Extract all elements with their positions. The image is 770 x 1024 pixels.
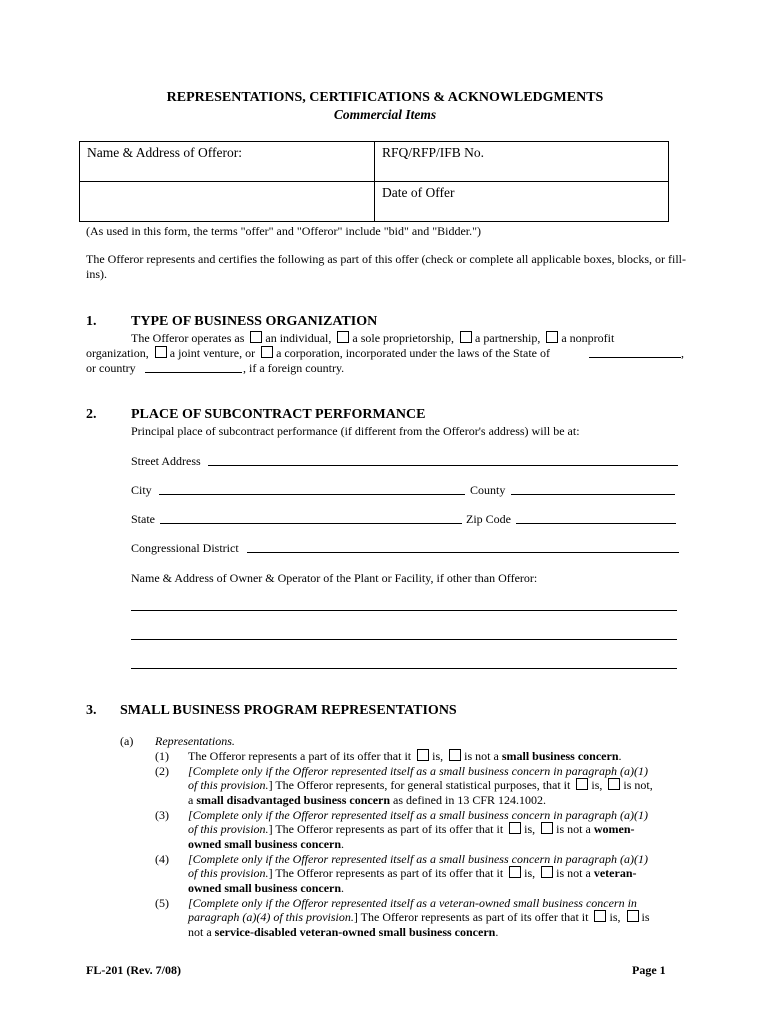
item4-line3 xyxy=(188,881,344,896)
city-label: City xyxy=(131,483,152,497)
item4-line2 xyxy=(188,866,637,881)
item3-bold-2: owned small business concern xyxy=(188,837,342,851)
represents-paragraph: The Offeror represents and certifies the following as part of this offer (check or complete all applicable boxes, blocks, or fill-ins). xyxy=(86,252,687,281)
section3-title: SMALL BUSINESS PROGRAM REPRESENTATIONS xyxy=(120,703,457,718)
item4-bold-1: veteran- xyxy=(593,866,637,880)
name-address-label: Name & Address of Offeror: xyxy=(87,145,242,160)
individual-label: an individual, xyxy=(265,331,332,345)
congressional-district-label: Congressional District xyxy=(131,541,239,555)
item2-isnot-label: is not, xyxy=(623,778,653,792)
item4-isnot-checkbox[interactable] xyxy=(541,866,553,878)
item4-end: . xyxy=(341,881,345,895)
form-subtitle: Commercial Items xyxy=(333,107,437,122)
item5-end: . xyxy=(495,925,499,939)
section2-title: PLACE OF SUBCONTRACT PERFORMANCE xyxy=(131,407,426,422)
item1-is-label: is, xyxy=(432,749,444,763)
item5-is-label: is, xyxy=(609,910,621,924)
section1-number: 1. xyxy=(86,314,97,329)
country-label: or country xyxy=(86,361,136,375)
foreign-country-text: , if a foreign country. xyxy=(243,361,345,375)
item5-isnot-checkbox[interactable] xyxy=(627,910,639,922)
subsection-a-title: Representations. xyxy=(155,734,235,748)
owner-operator-line-3[interactable] xyxy=(131,668,677,669)
subsection-a-label: (a) xyxy=(120,734,134,748)
item5-bold: service-disabled veteran-owned small business concern xyxy=(214,925,496,939)
offeror-header-table xyxy=(79,141,669,222)
item4-lead: ] The Offeror represents as part of its offer that it xyxy=(268,866,504,880)
rfq-label: RFQ/RFP/IFB No. xyxy=(382,145,485,160)
item2-italic-1: [Complete only if the Offeror represented itself as a small business concern in paragraph (a)(1) xyxy=(188,764,648,778)
item2-lead: ] The Offeror represents, for general statistical purposes, that it xyxy=(268,778,571,792)
street-address-label: Street Address xyxy=(131,454,201,468)
owner-operator-line-1[interactable] xyxy=(131,610,677,611)
item5-line3 xyxy=(188,925,498,940)
item3-bold-1: women- xyxy=(593,822,635,836)
individual-checkbox[interactable] xyxy=(250,331,262,343)
item3-isnot-label: is not a xyxy=(556,822,591,836)
item5-is-checkbox[interactable] xyxy=(594,910,606,922)
item3-lead: ] The Offeror represents as part of its offer that it xyxy=(268,822,504,836)
item3-italic-1: [Complete only if the Offeror represented itself as a small business concern in paragraph (a)(1) xyxy=(188,808,648,822)
state-incorporation-field[interactable] xyxy=(589,357,681,358)
section2-number: 2. xyxy=(86,407,97,422)
item3-line3 xyxy=(188,837,344,852)
organization-text: organization, xyxy=(86,346,149,360)
corporation-label: a corporation, incorporated under the laws of the State of xyxy=(276,346,550,360)
item1-isnot-label: is not a xyxy=(464,749,499,763)
section1-line2 xyxy=(86,346,550,361)
section1-title: TYPE OF BUSINESS ORGANIZATION xyxy=(131,314,378,329)
name-address-cell-continued[interactable] xyxy=(80,182,375,222)
item4-italic-2: of this provision. xyxy=(188,866,269,880)
owner-operator-line-2[interactable] xyxy=(131,639,677,640)
county-label: County xyxy=(470,483,506,497)
item4-is-checkbox[interactable] xyxy=(509,866,521,878)
item5-not: not a xyxy=(188,925,212,939)
item4-number: (4) xyxy=(155,852,169,866)
item2-is-checkbox[interactable] xyxy=(576,778,588,790)
item2-isnot-checkbox[interactable] xyxy=(608,778,620,790)
partnership-label: a partnership, xyxy=(475,331,541,345)
item5-line2 xyxy=(188,910,650,925)
rfq-cell[interactable] xyxy=(375,142,669,182)
section3-number: 3. xyxy=(86,703,97,718)
item5-italic-2: paragraph (a)(4) of this provision. xyxy=(188,910,354,924)
joint-venture-checkbox[interactable] xyxy=(155,346,167,358)
item2-bold: small disadvantaged business concern xyxy=(196,793,391,807)
item5-isnot-label: is xyxy=(641,910,650,924)
item1-bold: small business concern xyxy=(501,749,619,763)
item3-end: . xyxy=(341,837,345,851)
city-field[interactable] xyxy=(159,494,465,495)
item3-is-label: is, xyxy=(524,822,536,836)
partnership-checkbox[interactable] xyxy=(460,331,472,343)
date-label: Date of Offer xyxy=(382,185,455,200)
joint-venture-label: a joint venture, or xyxy=(169,346,256,360)
item2-end: as defined in 13 CFR 124.1002. xyxy=(393,793,547,807)
item1-number: (1) xyxy=(155,749,169,763)
owner-operator-label: Name & Address of Owner & Operator of the Plant or Facility, if other than Offeror: xyxy=(131,571,538,585)
item5-lead: ] The Offeror represents as part of its offer that it xyxy=(353,910,589,924)
county-field[interactable] xyxy=(511,494,675,495)
item3-line2 xyxy=(188,822,635,837)
item1-end: . xyxy=(618,749,622,763)
item2-italic-2: of this provision. xyxy=(188,778,269,792)
name-address-cell[interactable] xyxy=(80,142,375,182)
street-address-field[interactable] xyxy=(208,465,678,466)
item4-italic-1: [Complete only if the Offeror represented itself as a small business concern in paragraph (a)(1) xyxy=(188,852,648,866)
item3-isnot-checkbox[interactable] xyxy=(541,822,553,834)
item2-line3 xyxy=(188,793,546,808)
state-field[interactable] xyxy=(160,523,462,524)
item3-italic-2: of this provision. xyxy=(188,822,269,836)
section2-intro: Principal place of subcontract performance (if different from the Offeror's address) will be at: xyxy=(131,424,580,438)
item4-bold-2: owned small business concern xyxy=(188,881,342,895)
item2-a: a xyxy=(188,793,194,807)
nonprofit-label: a nonprofit xyxy=(561,331,615,345)
page-number: Page 1 xyxy=(632,963,666,977)
country-field[interactable] xyxy=(145,372,242,373)
item3-number: (3) xyxy=(155,808,169,822)
date-cell[interactable] xyxy=(375,182,669,222)
zip-code-label: Zip Code xyxy=(466,512,511,526)
sole-proprietorship-label: a sole proprietorship, xyxy=(352,331,455,345)
item1-is-checkbox[interactable] xyxy=(417,749,429,761)
item2-number: (2) xyxy=(155,764,169,778)
item1-lead: The Offeror represents a part of its offer that it xyxy=(188,749,412,763)
item3-is-checkbox[interactable] xyxy=(509,822,521,834)
item4-isnot-label: is not a xyxy=(556,866,591,880)
item4-is-label: is, xyxy=(524,866,536,880)
operates-as-text: The Offeror operates as xyxy=(131,331,245,345)
item2-is-label: is, xyxy=(591,778,603,792)
item5-italic-1: [Complete only if the Offeror represented itself as a veteran-owned small business concern in xyxy=(188,896,637,910)
form-title: REPRESENTATIONS, CERTIFICATIONS & ACKNOWLEDGMENTS xyxy=(166,90,604,105)
corporation-checkbox[interactable] xyxy=(261,346,273,358)
congressional-district-field[interactable] xyxy=(247,552,679,553)
zip-code-field[interactable] xyxy=(516,523,676,524)
item1-text xyxy=(188,749,622,764)
line2-comma: , xyxy=(681,346,684,360)
item2-line2 xyxy=(188,778,653,793)
section1-line1 xyxy=(131,331,686,346)
form-identifier: FL-201 (Rev. 7/08) xyxy=(86,963,181,977)
nonprofit-checkbox[interactable] xyxy=(546,331,558,343)
item1-isnot-checkbox[interactable] xyxy=(449,749,461,761)
sole-proprietorship-checkbox[interactable] xyxy=(337,331,349,343)
terms-note: (As used in this form, the terms "offer" and "Offeror" include "bid" and "Bidder.") xyxy=(86,224,481,238)
item5-number: (5) xyxy=(155,896,169,910)
state-label: State xyxy=(131,512,155,526)
